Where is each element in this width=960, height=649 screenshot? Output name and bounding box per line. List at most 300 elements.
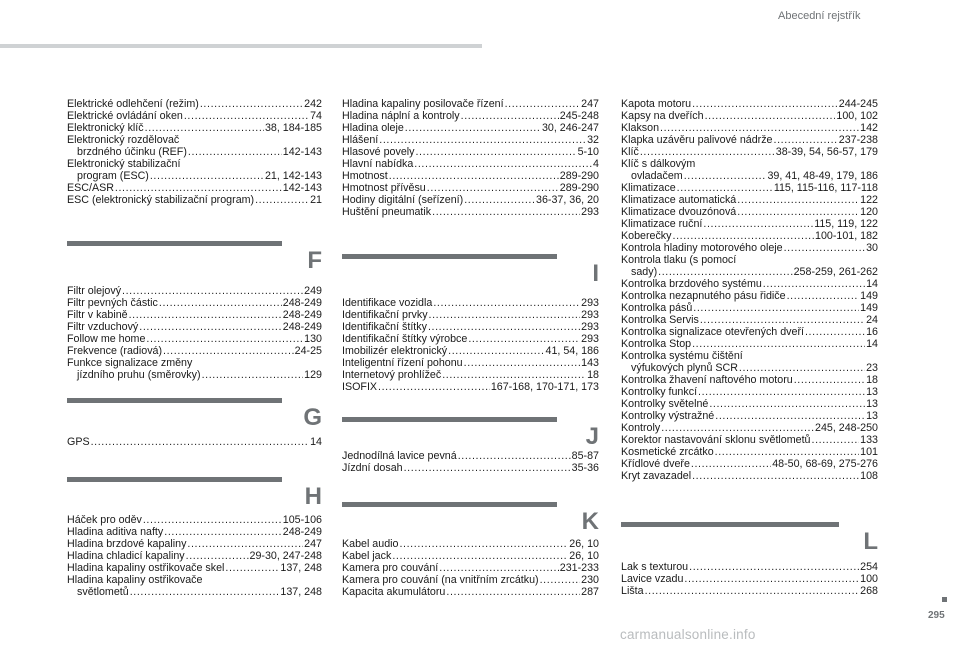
leader-dots: [692, 470, 859, 482]
index-entry: [621, 458, 878, 470]
entry-term: Frekvence (radiová): [67, 345, 163, 357]
entry-term: Hlavní nabídka: [342, 158, 414, 170]
leader-dots: [703, 218, 813, 230]
index-entry: [621, 422, 878, 434]
index-entry: [342, 586, 599, 598]
index-entry: [621, 398, 878, 410]
entry-pages: 133: [860, 434, 878, 446]
leader-dots: [130, 586, 280, 598]
entry-pages: 254: [860, 561, 878, 573]
entry-pages: 142-143: [282, 182, 322, 194]
entry-term: Háček pro oděv: [67, 514, 142, 526]
leader-dots: [660, 122, 859, 134]
entry-pages: 13: [866, 398, 878, 410]
entry-term: Identifikační štítky: [342, 321, 427, 333]
entry-pages: 130: [304, 333, 322, 345]
entry-term: Kapacita akumulátoru: [342, 586, 446, 598]
index-column-2-k: [342, 538, 599, 598]
index-block: [67, 285, 322, 381]
index-entry: [67, 514, 322, 526]
index-entry: [621, 98, 878, 110]
section-letter: K: [581, 508, 599, 535]
leader-dots: [91, 436, 310, 448]
leader-dots: [658, 266, 792, 278]
entry-pages: 293: [581, 206, 599, 218]
section-heading-k: [342, 502, 599, 536]
index-entry: [67, 110, 322, 122]
entry-pages: 248-249: [282, 321, 322, 333]
leader-dots: [812, 434, 860, 446]
leader-dots: [255, 194, 309, 206]
entry-pages: 115, 115-116, 117-118: [773, 182, 878, 194]
index-entry: [67, 285, 322, 297]
index-entry: [342, 381, 599, 393]
index-entry: [621, 218, 878, 230]
entry-pages: 293: [581, 333, 599, 345]
entry-term: Hladina aditiva nafty: [67, 526, 164, 538]
index-column-1-g: [67, 436, 322, 448]
index-entry: [621, 314, 878, 326]
watermark: carmanualsonline.info: [620, 627, 756, 642]
index-entry: [67, 369, 322, 381]
index-entry: [342, 369, 599, 381]
index-entry: [621, 206, 878, 218]
leader-dots: [399, 538, 568, 550]
index-entry: [342, 321, 599, 333]
entry-term: Kabel jack: [342, 550, 392, 562]
entry-pages: 23: [866, 362, 878, 374]
section-heading-h: [67, 477, 322, 511]
index-entry: [67, 182, 322, 194]
leader-dots: [763, 278, 865, 290]
leader-dots: [164, 526, 282, 538]
entry-pages: 293: [581, 321, 599, 333]
leader-dots: [689, 561, 859, 573]
index-entry: [621, 350, 878, 362]
entry-pages: 14: [866, 278, 878, 290]
index-column-2-i: [342, 297, 599, 393]
entry-pages: 24: [866, 314, 878, 326]
index-entry: [67, 526, 322, 538]
entry-pages: 237-238: [838, 134, 878, 146]
entry-term: Kontrolka systému čištění: [621, 350, 743, 362]
entry-pages: 101: [860, 446, 878, 458]
index-entry: [621, 434, 878, 446]
leader-dots: [464, 357, 581, 369]
leader-dots: [405, 122, 541, 134]
index-column-1-h: [67, 514, 322, 598]
entry-pages: 29-30, 247-248: [249, 550, 322, 562]
entry-term: Identifikace vozidla: [342, 297, 433, 309]
leader-dots: [505, 98, 581, 110]
entry-term: Hodiny digitální (seřízení): [342, 194, 464, 206]
entry-term: Elektrické ovládání oken: [67, 110, 183, 122]
index-entry: [621, 290, 878, 302]
leader-dots: [146, 333, 303, 345]
entry-pages: 36-37, 36, 20: [536, 194, 599, 206]
leader-dots: [787, 290, 860, 302]
entry-term: Hladina chladicí kapaliny: [67, 550, 185, 562]
section-letter: F: [307, 247, 322, 274]
entry-term: Hladina náplní a kontroly: [342, 110, 460, 122]
index-entry: [342, 333, 599, 345]
leader-dots: [115, 182, 282, 194]
leader-dots: [448, 345, 544, 357]
leader-dots: [774, 134, 838, 146]
entry-pages: 30, 246-247: [541, 122, 599, 134]
section-heading-j: [342, 417, 599, 451]
leader-dots: [673, 230, 815, 242]
entry-term: Hladina kapaliny ostřikovače skel: [67, 562, 225, 574]
entry-pages: 149: [860, 290, 878, 302]
entry-pages: 4: [593, 158, 599, 170]
leader-dots: [715, 446, 860, 458]
entry-pages: 35-36: [571, 462, 599, 474]
entry-term: Follow me home: [67, 333, 146, 345]
header-rule: [0, 44, 482, 48]
index-entry: [621, 134, 878, 146]
index-entry: [342, 574, 599, 586]
index-entry: [621, 302, 878, 314]
entry-term: Kontrola hladiny motorového oleje: [621, 242, 783, 254]
entry-term: Kontroly: [621, 422, 661, 434]
entry-pages: 137, 248: [280, 586, 322, 598]
section-letter: H: [304, 483, 322, 510]
index-entry: [342, 170, 599, 182]
entry-pages: 249: [304, 285, 322, 297]
index-block: [342, 538, 599, 598]
index-entry: [67, 297, 322, 309]
index-entry: [67, 194, 322, 206]
index-entry: [621, 386, 878, 398]
leader-dots: [661, 422, 814, 434]
index-entry: [621, 585, 878, 597]
entry-pages: 248-249: [282, 526, 322, 538]
entry-pages: 5-10: [577, 146, 599, 158]
index-entry: [67, 550, 322, 562]
index-entry: [67, 586, 322, 598]
entry-term: Elektronický klíč: [67, 122, 144, 134]
index-entry: [342, 110, 599, 122]
leader-dots: [737, 206, 859, 218]
index-entry: [67, 134, 322, 146]
index-entry: [621, 561, 878, 573]
leader-dots: [645, 585, 860, 597]
leader-dots: [122, 285, 303, 297]
index-entry: [621, 326, 878, 338]
leader-dots: [540, 574, 581, 586]
leader-dots: [389, 170, 559, 182]
entry-pages: 115, 119, 122: [814, 218, 878, 230]
index-block: [67, 98, 322, 206]
entry-term: ISOFIX: [342, 381, 378, 393]
entry-term: Klapka uzávěru palivové nádrže: [621, 134, 773, 146]
index-entry: [342, 450, 599, 462]
entry-pages: 167-168, 170-171, 173: [490, 381, 599, 393]
leader-dots: [677, 182, 773, 194]
entry-term: Kontrolky funkcí: [621, 386, 698, 398]
index-entry: [342, 194, 599, 206]
index-column-2: [342, 98, 599, 218]
index-entry: [621, 573, 878, 585]
entry-term: Elektronický stabilizační: [67, 158, 181, 170]
index-entry: [342, 345, 599, 357]
section-rule: [342, 417, 557, 422]
entry-term: Imobilizér elektronický: [342, 345, 448, 357]
entry-term: Identifikační prvky: [342, 309, 428, 321]
leader-dots: [705, 110, 836, 122]
index-column-3: [621, 98, 878, 482]
section-heading-i: [342, 254, 599, 288]
entry-term: Klimatizace dvouzónová: [621, 206, 737, 218]
leader-dots: [715, 410, 865, 422]
index-entry: [621, 278, 878, 290]
entry-term: Kontrola tlaku (s pomocí: [621, 254, 737, 266]
index-entry: [342, 562, 599, 574]
entry-pages: 142-143: [282, 146, 322, 158]
index-entry: [621, 266, 878, 278]
entry-pages: 32: [587, 134, 599, 146]
index-entry: [621, 338, 878, 350]
index-entry: [621, 374, 878, 386]
entry-term: Kontrolka nezapnutého pásu řidiče: [621, 290, 786, 302]
leader-dots: [392, 550, 568, 562]
index-entry: [67, 309, 322, 321]
index-entry: [342, 134, 599, 146]
section-title: Abecední rejstřík: [778, 10, 861, 22]
index-entry: [621, 410, 878, 422]
index-entry: [621, 242, 878, 254]
entry-term: Huštění pneumatik: [342, 206, 432, 218]
index-entry: [621, 230, 878, 242]
entry-term: Kamera pro couvání: [342, 562, 439, 574]
leader-dots: [433, 297, 580, 309]
leader-dots: [139, 321, 281, 333]
index-column-1: [67, 98, 322, 206]
entry-term: Hmotnost přívěsu: [342, 182, 426, 194]
leader-dots: [379, 134, 586, 146]
entry-term: Elektronický rozdělovač: [67, 134, 180, 146]
entry-term: Klíč s dálkovým: [621, 158, 696, 170]
entry-pages: 38, 184-185: [264, 122, 322, 134]
entry-pages: 245-248: [559, 110, 599, 122]
entry-pages: 248-249: [282, 297, 322, 309]
leader-dots: [464, 194, 535, 206]
index-entry: [67, 146, 322, 158]
entry-pages: 30: [866, 242, 878, 254]
index-entry: [621, 146, 878, 158]
index-entry: [621, 470, 878, 482]
index-entry: [342, 309, 599, 321]
leader-dots: [129, 309, 282, 321]
entry-term: Hladina brzdové kapaliny: [67, 538, 187, 550]
leader-dots: [186, 550, 249, 562]
leader-dots: [700, 314, 865, 326]
leader-dots: [468, 333, 580, 345]
leader-dots: [427, 182, 559, 194]
index-column-3-l: [621, 561, 878, 597]
index-entry: [67, 357, 322, 369]
entry-pages: 18: [587, 369, 599, 381]
leader-dots: [415, 146, 576, 158]
index-entry: [342, 297, 599, 309]
index-block: [342, 450, 599, 474]
index-entry: [342, 357, 599, 369]
entry-pages: 247: [581, 98, 599, 110]
index-entry: [342, 206, 599, 218]
section-letter: L: [863, 528, 878, 555]
leader-dots: [640, 146, 775, 158]
index-block: [67, 436, 322, 448]
section-rule: [67, 398, 282, 403]
entry-term: Kabel audio: [342, 538, 399, 550]
index-entry: [621, 446, 878, 458]
section-heading-l: [621, 522, 878, 556]
leader-dots: [805, 326, 865, 338]
leader-dots: [184, 110, 309, 122]
leader-dots: [145, 122, 264, 134]
entry-pages: 245, 248-250: [815, 422, 878, 434]
leader-dots: [404, 462, 571, 474]
entry-pages: 108: [860, 470, 878, 482]
index-entry: [621, 182, 878, 194]
leader-dots: [188, 146, 282, 158]
entry-term: Klimatizace: [621, 182, 676, 194]
entry-pages: 248-249: [282, 309, 322, 321]
entry-term: Kapsy na dveřích: [621, 110, 704, 122]
entry-pages: 39, 41, 48-49, 179, 186: [767, 170, 878, 182]
index-entry: [67, 158, 322, 170]
entry-term: Koberečky: [621, 230, 672, 242]
entry-term: Filtr pevných částic: [67, 297, 158, 309]
entry-pages: 120: [860, 206, 878, 218]
entry-term: Jednodílná lavice pevná: [342, 450, 457, 462]
entry-term: Filtr olejový: [67, 285, 122, 297]
leader-dots: [187, 538, 303, 550]
leader-dots: [163, 345, 294, 357]
entry-pages: 129: [304, 369, 322, 381]
leader-dots: [684, 170, 767, 182]
entry-pages: 242: [304, 98, 322, 110]
index-entry: [621, 170, 878, 182]
entry-pages: 268: [860, 585, 878, 597]
entry-pages: 74: [310, 110, 322, 122]
entry-term: Kamera pro couvání (na vnitřním zrcátku): [342, 574, 539, 586]
entry-term: Klakson: [621, 122, 660, 134]
index-column-2-j: [342, 450, 599, 474]
entry-term: Funkce signalizace změny: [67, 357, 193, 369]
entry-pages: 21, 142-143: [264, 170, 322, 182]
index-entry: [342, 538, 599, 550]
index-entry: [621, 362, 878, 374]
entry-pages: 38-39, 54, 56-57, 179: [775, 146, 878, 158]
entry-term: sady): [631, 266, 658, 278]
index-entry: [67, 122, 322, 134]
entry-pages: 105-106: [282, 514, 322, 526]
leader-dots: [432, 206, 580, 218]
index-entry: [342, 98, 599, 110]
entry-term: Kapota motoru: [621, 98, 692, 110]
entry-term: Hlasové povely: [342, 146, 415, 158]
section-letter: J: [585, 423, 599, 450]
leader-dots: [739, 362, 865, 374]
entry-term: Hmotnost: [342, 170, 388, 182]
index-block: [342, 297, 599, 393]
entry-term: Kontrolka Servis: [621, 314, 699, 326]
entry-pages: 48-50, 68-69, 275-276: [772, 458, 878, 470]
entry-term: Identifikační štítky výrobce: [342, 333, 468, 345]
index-entry: [67, 170, 322, 182]
entry-term: Klíč: [621, 146, 639, 158]
leader-dots: [692, 98, 838, 110]
entry-pages: 18: [866, 374, 878, 386]
leader-dots: [446, 586, 580, 598]
entry-term: výfukových plynů SCR: [631, 362, 738, 374]
entry-pages: 16: [866, 326, 878, 338]
entry-pages: 100, 102: [836, 110, 878, 122]
entry-pages: 14: [866, 338, 878, 350]
entry-term: Lavice vzadu: [621, 573, 684, 585]
index-block: [621, 561, 878, 597]
leader-dots: [202, 369, 304, 381]
index-entry: [67, 562, 322, 574]
entry-pages: 21: [310, 194, 322, 206]
index-entry: [342, 158, 599, 170]
entry-term: Filtr v kabině: [67, 309, 128, 321]
leader-dots: [200, 98, 303, 110]
section-rule: [621, 522, 839, 527]
entry-term: světlometů: [77, 586, 129, 598]
entry-term: Filtr vzduchový: [67, 321, 139, 333]
page-marker: [942, 597, 947, 602]
section-letter: G: [303, 404, 322, 431]
index-entry: [342, 146, 599, 158]
leader-dots: [784, 242, 866, 254]
entry-pages: 41, 54, 186: [545, 345, 599, 357]
entry-pages: 149: [860, 302, 878, 314]
page-number: 295: [928, 610, 945, 621]
entry-pages: 231-233: [559, 562, 599, 574]
entry-term: Kosmetické zrcátko: [621, 446, 714, 458]
entry-term: Lišta: [621, 585, 644, 597]
leader-dots: [458, 450, 571, 462]
entry-pages: 13: [866, 386, 878, 398]
leader-dots: [439, 562, 559, 574]
entry-pages: 24-25: [294, 345, 322, 357]
leader-dots: [684, 573, 859, 585]
index-entry: [621, 110, 878, 122]
entry-term: Elektrické odlehčení (režim): [67, 98, 199, 110]
entry-pages: 100-101, 182: [815, 230, 878, 242]
entry-term: Inteligentní řízení pohonu: [342, 357, 463, 369]
leader-dots: [150, 170, 264, 182]
entry-pages: 14: [310, 436, 322, 448]
leader-dots: [429, 309, 581, 321]
leader-dots: [225, 562, 279, 574]
index-entry: [67, 333, 322, 345]
entry-pages: 26, 10: [569, 538, 599, 550]
entry-term: Hlášení: [342, 134, 379, 146]
entry-term: Hladina kapaliny ostřikovače: [67, 574, 203, 586]
leader-dots: [428, 321, 580, 333]
leader-dots: [378, 381, 490, 393]
entry-pages: 293: [581, 297, 599, 309]
index-entry: [342, 462, 599, 474]
entry-term: Kontrolka pásů: [621, 302, 693, 314]
entry-pages: 85-87: [571, 450, 599, 462]
index-entry: [621, 158, 878, 170]
entry-pages: 247: [304, 538, 322, 550]
